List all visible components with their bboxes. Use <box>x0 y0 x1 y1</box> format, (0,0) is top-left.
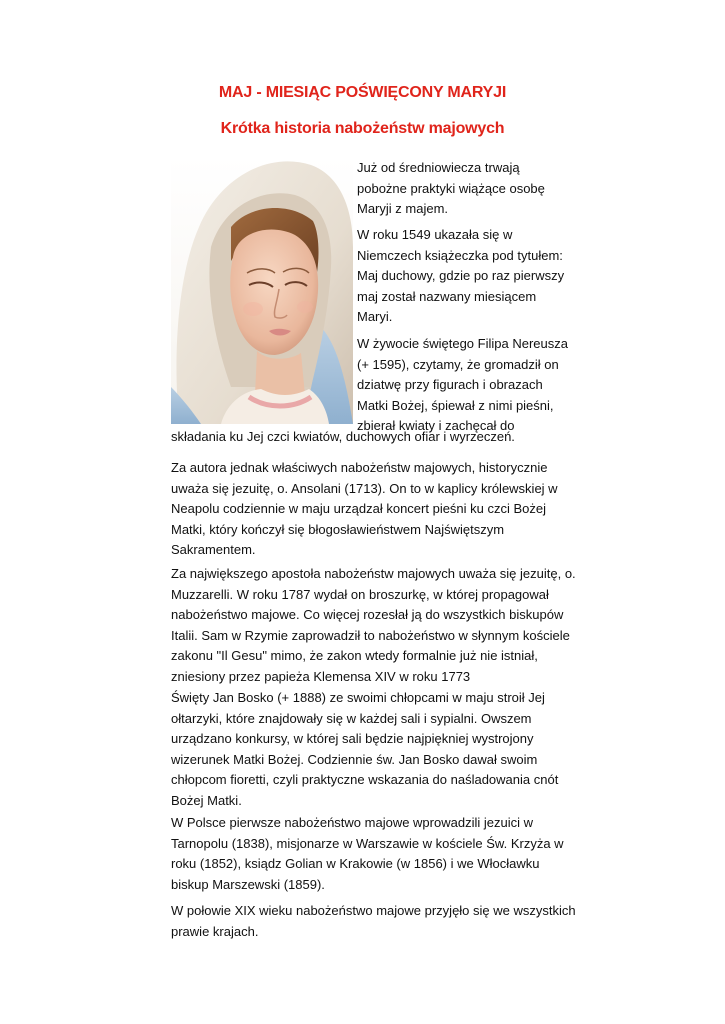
paragraph-line: zakonu "Il Gesu" mimo, że zakon wtedy formalnie już nie istniał, <box>171 648 538 663</box>
document-subtitle: Krótka historia nabożeństw majowych <box>220 120 505 137</box>
paragraph-8 <box>171 901 576 942</box>
paragraph-line: wizerunek Matki Bożej. Codziennie św. Jan Bosko dawał swoim <box>171 751 538 767</box>
document-title: MAJ - MIESIĄC POŚWIĘCONY MARYJI <box>218 84 507 101</box>
paragraph-line: Za największego apostoła nabożeństw majowych uważa się jezuitę, o. <box>171 566 576 581</box>
paragraph-3 <box>357 334 587 437</box>
paragraph-7 <box>171 813 571 895</box>
paragraph-line: uważa się jezuitę, o. Ansolani (1713). On to w kaplicy królewskiej w <box>171 480 558 496</box>
paragraph-line: Maryi. <box>357 309 393 324</box>
virgin-mary-portrait-icon <box>171 157 353 424</box>
paragraph-line: Matki, który kończył się błogosławieństwem Najświętszym <box>171 521 505 537</box>
paragraph-line: Sakramentem. <box>171 542 256 557</box>
paragraph-line: W żywocie świętego Filipa Nereusza <box>357 336 568 351</box>
paragraph-4 <box>171 458 571 561</box>
paragraph-line: zniesiony przez papieża Klemensa XIV w roku 1773 <box>171 668 471 684</box>
paragraph-line: Matki Bożej, śpiewał z nimi pieśni, <box>357 397 554 413</box>
paragraph-line: urządzano konkursy, w której sali będzie najpiękniej wystrojony <box>171 731 534 746</box>
paragraph-line: Tarnopolu (1838), misjonarze w Warszawie w kościele Św. Krzyża w <box>171 835 564 851</box>
paragraph-2 <box>357 225 587 328</box>
paragraph-line: Święty Jan Bosko (+ 1888) ze swoimi chłopcami w maju stroił Jej <box>171 690 545 705</box>
paragraph-line: maj został nazwany miesiącem <box>357 288 537 304</box>
paragraph-5 <box>171 564 576 687</box>
paragraph-3-continuation <box>171 427 571 448</box>
paragraph-line: roku (1852), ksiądz Golian w Krakowie (w 1856) i we Włocławku <box>171 856 540 871</box>
paragraph-line: W roku 1549 ukazała się w <box>357 227 513 242</box>
paragraph-line: Niemczech książeczka pod tytułem: <box>357 247 563 263</box>
paragraph-line: dziatwę przy figurach i obrazach <box>357 377 543 392</box>
portrait-illustration <box>171 157 353 424</box>
paragraph-line: Neapolu codziennie w maju urządzał koncert pieśni ku czci Bożej <box>171 501 547 516</box>
paragraph-line: Muzzarelli. W roku 1787 wydał on broszurkę, w której propagował <box>171 586 549 602</box>
paragraph-6 <box>171 688 571 811</box>
paragraph-line: W połowie XIX wieku nabożeństwo majowe przyjęło się we wszystkich <box>171 903 576 918</box>
paragraph-line: ołtarzyki, które znajdowały się w każdej sali i sypialni. Owszem <box>171 710 532 726</box>
paragraph-line: składania ku Jej czci kwiatów, duchowych ofiar i wyrzeczeń. <box>171 429 515 444</box>
paragraph-line: Italii. Sam w Rzymie zaprowadził to nabożeństwo w słynnym kościele <box>171 627 570 643</box>
paragraph-1 <box>357 158 587 220</box>
paragraph-line: (+ 1595), czytamy, że gromadził on <box>357 356 559 372</box>
paragraph-line: pobożne praktyki wiążące osobę <box>357 180 545 196</box>
paragraph-line: zbierał kwiaty i zachęcał do <box>357 418 515 433</box>
paragraph-line: Już od średniowiecza trwają <box>357 160 520 175</box>
paragraph-line: prawie krajach. <box>171 923 259 939</box>
paragraph-line: W Polsce pierwsze nabożeństwo majowe wprowadzili jezuici w <box>171 815 533 830</box>
paragraph-line: Maryji z majem. <box>357 201 449 216</box>
paragraph-line: Bożej Matki. <box>171 792 242 808</box>
paragraph-line: Maj duchowy, gdzie po raz pierwszy <box>357 268 565 283</box>
paragraph-line: Za autora jednak właściwych nabożeństw majowych, historycznie <box>171 460 548 475</box>
paragraph-line: biskup Marszewski (1859). <box>171 876 325 892</box>
paragraph-line: nabożeństwo majowe. Co więcej rozesłał ją do wszystkich biskupów <box>171 607 564 622</box>
paragraph-line: chłopcom fioretti, czyli praktyczne wskazania do naśladowania cnót <box>171 772 559 787</box>
